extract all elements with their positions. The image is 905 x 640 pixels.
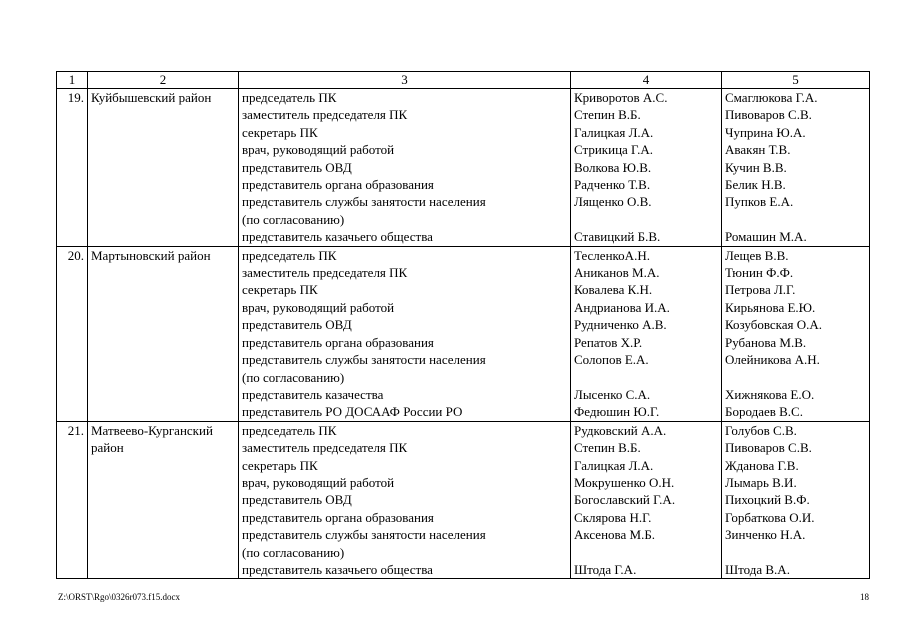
reserve-name: Белик Н.В.	[725, 177, 786, 193]
district-name: Куйбышевский район	[91, 90, 212, 105]
member-name: Ставицкий Б.В.	[574, 229, 661, 245]
roles-cell	[239, 246, 571, 421]
member-name	[574, 211, 718, 228]
member-name	[574, 544, 718, 561]
role-line: (по согласованию)	[242, 369, 345, 385]
role-line: представитель казачества	[242, 386, 384, 402]
reserve-name: Чуприна Ю.А.	[725, 124, 806, 140]
district-name: Мартыновский район	[91, 247, 211, 263]
reserve-name	[725, 544, 866, 561]
member-name: Лященко О.В.	[574, 194, 652, 210]
member-name	[574, 369, 718, 386]
role-line: заместитель председателя ПК	[242, 107, 408, 123]
role-line: представитель органа образования	[242, 177, 434, 193]
table-row	[57, 421, 870, 579]
role-line: врач, руководящий работой	[242, 474, 395, 490]
table-row	[57, 89, 870, 247]
role-line: представитель органа образования	[242, 334, 434, 350]
role-line: председатель ПК	[242, 247, 337, 263]
reserve-name: Тюнин Ф.Ф.	[725, 265, 794, 281]
member-name: Богославский Г.А.	[574, 492, 676, 508]
member-name: Аниканов М.А.	[574, 265, 660, 281]
role-line: представитель казачьего общества	[242, 229, 433, 245]
member-name: Рудниченко А.В.	[574, 317, 667, 333]
reserve-name: Горбаткова О.И.	[725, 509, 815, 525]
header-row	[57, 72, 870, 89]
member-name: Криворотов А.С.	[574, 90, 668, 105]
role-line: представитель ОВД	[242, 492, 352, 508]
district-cell	[88, 89, 239, 247]
role-line: заместитель председателя ПК	[242, 265, 408, 281]
members-cell	[571, 246, 722, 421]
reserve-name: Пихоцкий В.Ф.	[725, 492, 810, 508]
member-name: Ковалева К.Н.	[574, 282, 653, 298]
role-line: заместитель председателя ПК	[242, 440, 408, 456]
header-col-3: 3	[239, 72, 571, 89]
table-body	[57, 89, 870, 579]
header-col-1: 1	[57, 72, 88, 89]
member-name: Репатов Х.Р.	[574, 334, 643, 350]
member-name: Галицкая Л.А.	[574, 457, 654, 473]
role-line: секретарь ПК	[242, 124, 318, 140]
roles-cell	[239, 421, 571, 579]
member-name: Солопов Е.А.	[574, 352, 649, 368]
district-name: Матвеево-Курганский	[91, 422, 213, 438]
reserve-name: Хижнякова Е.О.	[725, 386, 815, 402]
member-name: Штода Г.А.	[574, 561, 637, 577]
reserve-name: Кирьянова Е.Ю.	[725, 299, 816, 315]
member-name: Аксенова М.Б.	[574, 527, 656, 543]
members-cell	[571, 89, 722, 247]
reserves-cell	[722, 246, 870, 421]
role-line: представитель службы занятости населения	[242, 527, 486, 543]
role-line: представитель службы занятости населения	[242, 352, 486, 368]
reserve-name: Смаглюкова Г.А.	[725, 90, 818, 105]
reserve-name: Козубовская О.А.	[725, 317, 823, 333]
reserve-name: Пивоваров С.В.	[725, 107, 812, 123]
member-name: Галицкая Л.А.	[574, 124, 654, 140]
member-name: Мокрушенко О.Н.	[574, 474, 675, 490]
reserve-name: Кучин В.В.	[725, 159, 787, 175]
member-name: Радченко Т.В.	[574, 177, 651, 193]
reserve-name: Олейникова А.Н.	[725, 352, 820, 368]
footer-file-path: Z:\ORST\Rgo\0326r073.f15.docx	[58, 592, 180, 602]
reserve-name: Петрова Л.Г.	[725, 282, 796, 298]
reserve-name: Жданова Г.В.	[725, 457, 799, 473]
role-line: представитель ОВД	[242, 159, 352, 175]
reserve-name: Лещев В.В.	[725, 247, 789, 263]
role-line: председатель ПК	[242, 90, 337, 105]
role-line: представитель органа образования	[242, 509, 434, 525]
role-line: врач, руководящий работой	[242, 299, 395, 315]
member-name: Степин В.Б.	[574, 440, 641, 456]
reserve-name	[725, 211, 866, 228]
commission-table	[56, 71, 870, 579]
member-name: Склярова Н.Г.	[574, 509, 652, 525]
reserve-name: Ромашин М.А.	[725, 229, 807, 245]
reserve-name: Зинченко Н.А.	[725, 527, 806, 543]
role-line: (по согласованию)	[242, 211, 345, 227]
role-line: представитель казачьего общества	[242, 561, 433, 577]
members-cell	[571, 421, 722, 579]
reserve-name	[725, 369, 866, 386]
header-col-4: 4	[571, 72, 722, 89]
district-name: район	[91, 440, 124, 456]
reserve-name: Лымарь В.И.	[725, 474, 797, 490]
role-line: секретарь ПК	[242, 457, 318, 473]
reserve-name: Голубов С.В.	[725, 422, 797, 438]
row-number: 20.	[57, 246, 88, 421]
role-line: представитель РО ДОСААФ России РО	[242, 404, 463, 420]
footer-page-number: 18	[860, 592, 869, 602]
member-name: ТесленкоА.Н.	[574, 247, 650, 263]
reserves-cell	[722, 421, 870, 579]
member-name: Лысенко С.А.	[574, 386, 651, 402]
member-name: Федюшин Ю.Г.	[574, 404, 660, 420]
member-name: Степин В.Б.	[574, 107, 641, 123]
reserve-name: Авакян Т.В.	[725, 142, 791, 158]
reserve-name: Пупков Е.А.	[725, 194, 794, 210]
role-line: представитель ОВД	[242, 317, 352, 333]
role-line: врач, руководящий работой	[242, 142, 395, 158]
reserve-name: Штода В.А.	[725, 561, 790, 577]
member-name: Стрикица Г.А.	[574, 142, 653, 158]
district-cell	[88, 246, 239, 421]
role-line: представитель службы занятости населения	[242, 194, 486, 210]
row-number: 19.	[57, 89, 88, 247]
district-cell	[88, 421, 239, 579]
role-line: секретарь ПК	[242, 282, 318, 298]
table-row	[57, 246, 870, 421]
member-name: Рудковский А.А.	[574, 422, 667, 438]
header-col-2: 2	[88, 72, 239, 89]
roles-cell	[239, 89, 571, 247]
row-number: 21.	[57, 421, 88, 579]
member-name: Андрианова И.А.	[574, 299, 670, 315]
header-col-5: 5	[722, 72, 870, 89]
role-line: председатель ПК	[242, 422, 337, 438]
reserves-cell	[722, 89, 870, 247]
reserve-name: Пивоваров С.В.	[725, 440, 812, 456]
reserve-name: Рубанова М.В.	[725, 334, 807, 350]
role-line: (по согласованию)	[242, 544, 345, 560]
member-name: Волкова Ю.В.	[574, 159, 652, 175]
reserve-name: Бородаев В.С.	[725, 404, 803, 420]
